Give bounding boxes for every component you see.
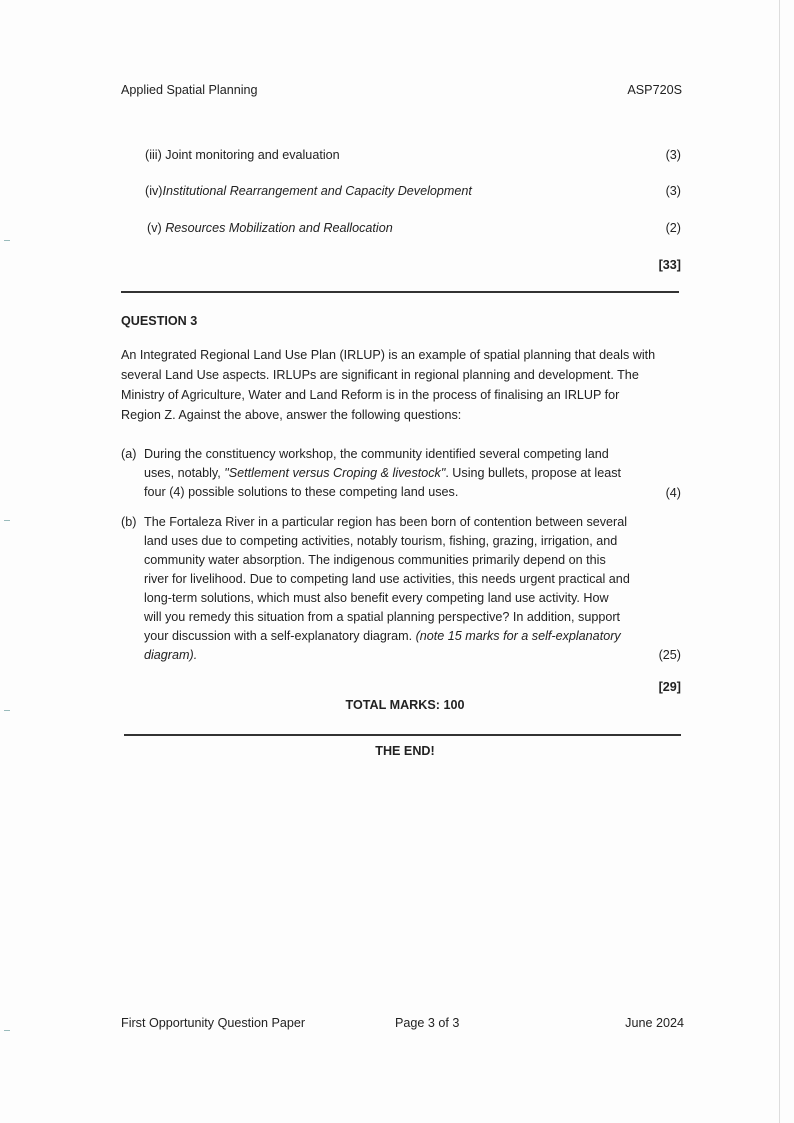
item-text: Resources Mobilization and Reallocation xyxy=(165,221,393,235)
scan-mark xyxy=(4,240,10,241)
scan-edge xyxy=(779,0,780,1123)
text-line: Region Z. Against the above, answer the following questions: xyxy=(121,408,462,422)
item-iv xyxy=(145,184,472,198)
text: . Using bullets, propose at least xyxy=(445,466,622,480)
item-iii xyxy=(145,148,340,162)
item-marks: (3) xyxy=(665,148,681,162)
item-num: (iii) xyxy=(145,148,162,162)
header-code: ASP720S xyxy=(627,83,682,97)
divider xyxy=(121,291,679,293)
item-num: (iv) xyxy=(145,184,163,198)
text-line: several Land Use aspects. IRLUPs are significant in regional planning and development. The xyxy=(121,368,639,382)
text-line: Ministry of Agriculture, Water and Land Reform is in the process of finalising an IRLUP for xyxy=(121,388,620,402)
footer-date: June 2024 xyxy=(625,1016,684,1030)
text-line: The Fortaleza River in a particular region has been born of contention between several xyxy=(144,515,628,529)
scan-mark xyxy=(4,1030,10,1031)
header-course: Applied Spatial Planning xyxy=(121,83,258,97)
quote: "Settlement versus Croping & livestock" xyxy=(224,466,446,480)
text-line: four (4) possible solutions to these competing land uses. xyxy=(144,485,459,499)
item-v xyxy=(147,221,393,235)
divider xyxy=(124,734,681,736)
footer-left: First Opportunity Question Paper xyxy=(121,1016,306,1030)
text-line xyxy=(144,629,621,643)
item-marks: (2) xyxy=(665,221,681,235)
text-line: community water absorption. The indigenous communities primarily depend on this xyxy=(144,553,606,567)
text-line: land uses due to competing activities, notably tourism, fishing, grazing, irrigation, and xyxy=(144,534,618,548)
text-line: will you remedy this situation from a spatial planning perspective? In addition, support xyxy=(144,610,621,624)
item-text: Institutional Rearrangement and Capacity Development xyxy=(162,184,472,198)
part-b-label: (b) xyxy=(121,515,137,529)
question-total: [33] xyxy=(658,258,681,272)
the-end: THE END! xyxy=(375,744,435,758)
note: (note 15 marks for a self-explanatory xyxy=(415,629,621,643)
text-line: An Integrated Regional Land Use Plan (IRLUP) is an example of spatial planning that deals with xyxy=(121,348,656,362)
text-line: long-term solutions, which must also benefit every competing land use activity. How xyxy=(144,591,609,605)
text-line: During the constituency workshop, the community identified several competing land xyxy=(144,447,609,461)
text-line: river for livelihood. Due to competing land use activities, this needs urgent practical and xyxy=(144,572,630,586)
text: your discussion with a self-explanatory diagram. xyxy=(144,629,416,643)
item-marks: (3) xyxy=(665,184,681,198)
part-a-marks: (4) xyxy=(665,486,681,500)
part-b-marks: (25) xyxy=(658,648,681,662)
footer-page: Page 3 of 3 xyxy=(395,1016,460,1030)
item-num: (v) xyxy=(147,221,162,235)
item-text: Joint monitoring and evaluation xyxy=(165,148,340,162)
question-title: QUESTION 3 xyxy=(121,314,198,328)
total-marks: TOTAL MARKS: 100 xyxy=(345,698,465,712)
question-total: [29] xyxy=(658,680,681,694)
text: uses, notably, xyxy=(144,466,225,480)
scan-mark xyxy=(4,520,10,521)
part-a-label: (a) xyxy=(121,447,137,461)
text-line xyxy=(144,466,621,480)
note: diagram). xyxy=(144,648,198,662)
